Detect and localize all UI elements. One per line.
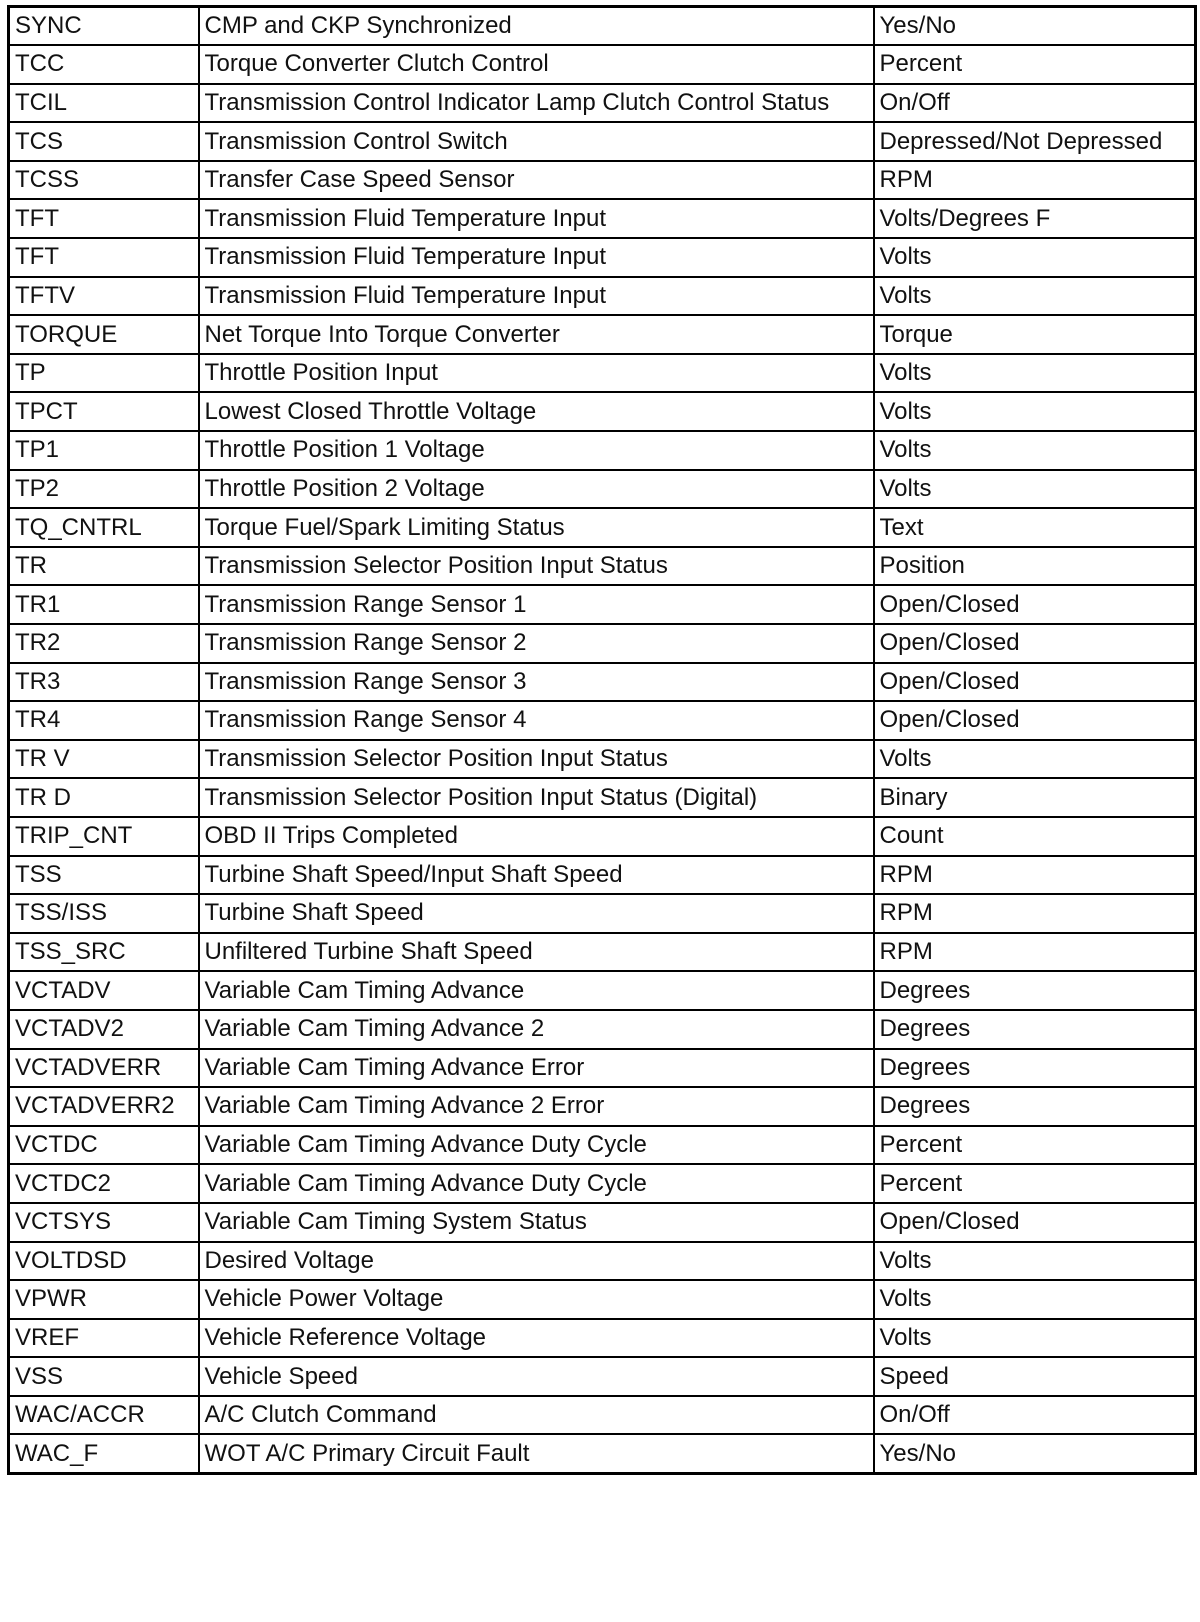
description-cell: Throttle Position 1 Voltage [199, 431, 874, 470]
description-cell: Transmission Control Indicator Lamp Clutch Control Status [199, 84, 874, 123]
description-cell: Transmission Range Sensor 2 [199, 624, 874, 663]
pid-cell: TR [9, 547, 199, 586]
description-cell: Unfiltered Turbine Shaft Speed [199, 933, 874, 972]
unit-cell: Volts/Degrees F [874, 199, 1196, 238]
table-row [9, 508, 1196, 547]
unit-cell: Percent [874, 1164, 1196, 1203]
unit-cell: RPM [874, 161, 1196, 200]
description-cell: CMP and CKP Synchronized [199, 7, 874, 46]
table-row [9, 7, 1196, 46]
pid-cell: VCTADVERR2 [9, 1087, 199, 1126]
pid-cell: VCTADVERR [9, 1049, 199, 1088]
unit-cell: On/Off [874, 84, 1196, 123]
pid-cell: VREF [9, 1319, 199, 1358]
table-row [9, 470, 1196, 509]
description-cell: Variable Cam Timing Advance Duty Cycle [199, 1126, 874, 1165]
unit-cell: Yes/No [874, 1434, 1196, 1473]
pid-cell: TP [9, 354, 199, 393]
description-cell: Variable Cam Timing Advance 2 [199, 1010, 874, 1049]
pid-table-body [9, 7, 1196, 1474]
description-cell: A/C Clutch Command [199, 1396, 874, 1435]
table-row [9, 45, 1196, 84]
pid-cell: VCTDC2 [9, 1164, 199, 1203]
description-cell: Transmission Range Sensor 4 [199, 701, 874, 740]
unit-cell: Count [874, 817, 1196, 856]
pid-cell: TFT [9, 199, 199, 238]
table-row [9, 778, 1196, 817]
pid-cell: TSS [9, 856, 199, 895]
unit-cell: Depressed/Not Depressed [874, 122, 1196, 161]
unit-cell: Degrees [874, 1087, 1196, 1126]
unit-cell: Binary [874, 778, 1196, 817]
unit-cell: Degrees [874, 1049, 1196, 1088]
unit-cell: RPM [874, 856, 1196, 895]
table-row [9, 1242, 1196, 1281]
table-row [9, 1126, 1196, 1165]
unit-cell: Volts [874, 1242, 1196, 1281]
pid-table [7, 5, 1197, 1475]
pid-cell: TORQUE [9, 315, 199, 354]
description-cell: Throttle Position 2 Voltage [199, 470, 874, 509]
unit-cell: RPM [874, 894, 1196, 933]
pid-cell: VSS [9, 1357, 199, 1396]
pid-cell: TCSS [9, 161, 199, 200]
table-row [9, 277, 1196, 316]
table-row [9, 1087, 1196, 1126]
description-cell: Transmission Control Switch [199, 122, 874, 161]
unit-cell: Volts [874, 1319, 1196, 1358]
unit-cell: Percent [874, 45, 1196, 84]
pid-cell: VCTADV2 [9, 1010, 199, 1049]
pid-cell: TSS/ISS [9, 894, 199, 933]
unit-cell: Volts [874, 277, 1196, 316]
pid-cell: TQ_CNTRL [9, 508, 199, 547]
table-row [9, 1396, 1196, 1435]
table-row [9, 1357, 1196, 1396]
table-row [9, 1010, 1196, 1049]
table-row [9, 1049, 1196, 1088]
table-row [9, 1164, 1196, 1203]
pid-cell: TRIP_CNT [9, 817, 199, 856]
table-row [9, 585, 1196, 624]
pid-cell: WAC_F [9, 1434, 199, 1473]
unit-cell: Volts [874, 1280, 1196, 1319]
pid-cell: TCS [9, 122, 199, 161]
pid-cell: VPWR [9, 1280, 199, 1319]
unit-cell: Degrees [874, 971, 1196, 1010]
description-cell: Variable Cam Timing System Status [199, 1203, 874, 1242]
table-row [9, 84, 1196, 123]
pid-cell: TR1 [9, 585, 199, 624]
pid-cell: TPCT [9, 392, 199, 431]
table-row [9, 740, 1196, 779]
table-row [9, 663, 1196, 702]
pid-cell: TR3 [9, 663, 199, 702]
pid-cell: TCIL [9, 84, 199, 123]
unit-cell: Volts [874, 238, 1196, 277]
table-row [9, 1280, 1196, 1319]
table-row [9, 701, 1196, 740]
pid-cell: TCC [9, 45, 199, 84]
table-row [9, 856, 1196, 895]
description-cell: Transmission Range Sensor 3 [199, 663, 874, 702]
pid-cell: TR2 [9, 624, 199, 663]
description-cell: WOT A/C Primary Circuit Fault [199, 1434, 874, 1473]
description-cell: Transmission Selector Position Input Status [199, 740, 874, 779]
table-row [9, 392, 1196, 431]
description-cell: Torque Converter Clutch Control [199, 45, 874, 84]
description-cell: Desired Voltage [199, 1242, 874, 1281]
pid-cell: VCTADV [9, 971, 199, 1010]
description-cell: Variable Cam Timing Advance Duty Cycle [199, 1164, 874, 1203]
unit-cell: Volts [874, 740, 1196, 779]
description-cell: Vehicle Speed [199, 1357, 874, 1396]
description-cell: Throttle Position Input [199, 354, 874, 393]
unit-cell: Degrees [874, 1010, 1196, 1049]
pid-cell: TFTV [9, 277, 199, 316]
description-cell: Variable Cam Timing Advance [199, 971, 874, 1010]
pid-cell: TP2 [9, 470, 199, 509]
pid-cell: TSS_SRC [9, 933, 199, 972]
pid-cell: TR D [9, 778, 199, 817]
description-cell: Turbine Shaft Speed/Input Shaft Speed [199, 856, 874, 895]
pid-cell: VCTSYS [9, 1203, 199, 1242]
table-row [9, 894, 1196, 933]
description-cell: Torque Fuel/Spark Limiting Status [199, 508, 874, 547]
table-row [9, 122, 1196, 161]
table-row [9, 817, 1196, 856]
unit-cell: Speed [874, 1357, 1196, 1396]
unit-cell: Volts [874, 392, 1196, 431]
table-row [9, 624, 1196, 663]
pid-cell: TR V [9, 740, 199, 779]
table-row [9, 971, 1196, 1010]
pid-cell: VOLTDSD [9, 1242, 199, 1281]
description-cell: Transmission Fluid Temperature Input [199, 199, 874, 238]
pid-cell: VCTDC [9, 1126, 199, 1165]
description-cell: Variable Cam Timing Advance Error [199, 1049, 874, 1088]
unit-cell: Text [874, 508, 1196, 547]
table-row [9, 161, 1196, 200]
unit-cell: Open/Closed [874, 624, 1196, 663]
table-row [9, 199, 1196, 238]
table-row [9, 238, 1196, 277]
description-cell: Turbine Shaft Speed [199, 894, 874, 933]
unit-cell: Open/Closed [874, 585, 1196, 624]
description-cell: Transmission Selector Position Input Status (Digital) [199, 778, 874, 817]
description-cell: Variable Cam Timing Advance 2 Error [199, 1087, 874, 1126]
table-row [9, 933, 1196, 972]
pid-cell: SYNC [9, 7, 199, 46]
unit-cell: Open/Closed [874, 1203, 1196, 1242]
description-cell: Transmission Range Sensor 1 [199, 585, 874, 624]
unit-cell: Open/Closed [874, 663, 1196, 702]
pid-cell: TR4 [9, 701, 199, 740]
description-cell: Transfer Case Speed Sensor [199, 161, 874, 200]
unit-cell: Torque [874, 315, 1196, 354]
description-cell: Transmission Selector Position Input Status [199, 547, 874, 586]
unit-cell: RPM [874, 933, 1196, 972]
unit-cell: Percent [874, 1126, 1196, 1165]
description-cell: Lowest Closed Throttle Voltage [199, 392, 874, 431]
description-cell: Vehicle Reference Voltage [199, 1319, 874, 1358]
description-cell: Net Torque Into Torque Converter [199, 315, 874, 354]
description-cell: OBD II Trips Completed [199, 817, 874, 856]
table-row [9, 1434, 1196, 1473]
unit-cell: Open/Closed [874, 701, 1196, 740]
table-row [9, 354, 1196, 393]
unit-cell: Position [874, 547, 1196, 586]
table-row [9, 1203, 1196, 1242]
table-row [9, 1319, 1196, 1358]
pid-cell: TP1 [9, 431, 199, 470]
description-cell: Transmission Fluid Temperature Input [199, 277, 874, 316]
description-cell: Transmission Fluid Temperature Input [199, 238, 874, 277]
unit-cell: Volts [874, 431, 1196, 470]
pid-cell: TFT [9, 238, 199, 277]
unit-cell: On/Off [874, 1396, 1196, 1435]
table-row [9, 315, 1196, 354]
table-row [9, 547, 1196, 586]
table-row [9, 431, 1196, 470]
unit-cell: Volts [874, 470, 1196, 509]
pid-cell: WAC/ACCR [9, 1396, 199, 1435]
description-cell: Vehicle Power Voltage [199, 1280, 874, 1319]
unit-cell: Volts [874, 354, 1196, 393]
unit-cell: Yes/No [874, 7, 1196, 46]
